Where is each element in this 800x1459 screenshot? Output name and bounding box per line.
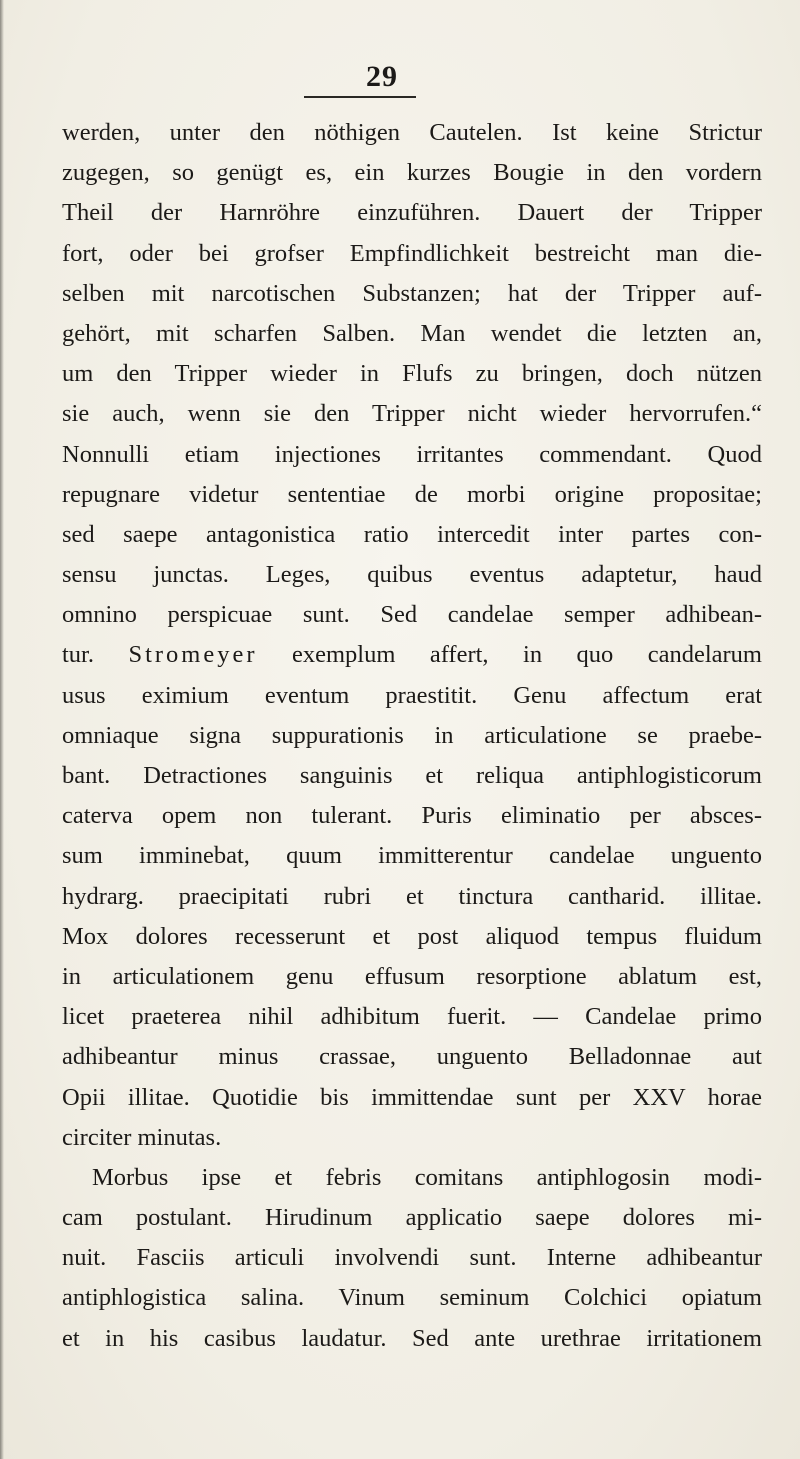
text-line: omnino perspicuae sunt. Sed candelae semper adhibean- [62, 601, 762, 629]
page-number: 29 [366, 60, 398, 93]
text-line: sie auch, wenn sie den Tripper nicht wieder hervorrufen.“ [62, 400, 762, 428]
text-line: Opii illitae. Quotidie bis immittendae sunt per XXV horae [62, 1083, 762, 1111]
text-line: nuit. Fasciis articuli involvendi sunt. Interne adhibeantur [62, 1244, 762, 1272]
text-line: hydrarg. praecipitati rubri et tinctura cantharid. illitae. [62, 882, 762, 910]
text-line: et in his casibus laudatur. Sed ante urethrae irritationem [62, 1324, 762, 1352]
paragraph-start-line: Morbus ipse et febris comitans antiphlogosin modi- [92, 1163, 762, 1191]
text-line: Nonnulli etiam injectiones irritantes commendant. Quod [62, 440, 762, 468]
author-name-spaced: Stromeyer [128, 641, 258, 669]
text-line: zugegen, so genügt es, ein kurzes Bougie in den vordern [62, 159, 762, 187]
text-line: Theil der Harnröhre einzuführen. Dauert der Tripper [62, 199, 762, 227]
text-line: antiphlogistica salina. Vinum seminum Colchici opiatum [62, 1284, 762, 1312]
body-text [62, 113, 762, 1359]
text-line: um den Tripper wieder in Flufs zu bringen, doch nützen [62, 360, 762, 388]
text-line: gehört, mit scharfen Salben. Man wendet die letzten an, [62, 319, 762, 347]
text-line: fort, oder bei grofser Empfindlichkeit bestreicht man die- [62, 239, 762, 267]
text-line: sum imminebat, quum immitterentur candelae unguento [62, 842, 762, 870]
text-line: omniaque signa suppurationis in articulatione se praebe- [62, 721, 762, 749]
text-line: repugnare videtur sententiae de morbi origine propositae; [62, 480, 762, 508]
text-line: werden, unter den nöthigen Cautelen. Ist keine Strictur [62, 119, 762, 146]
text-line: adhibeantur minus crassae, unguento Belladonnae aut [62, 1043, 762, 1071]
text-line: sed saepe antagonistica ratio intercedit inter partes con- [62, 520, 762, 548]
text-line: usus eximium eventum praestitit. Genu affectum erat [62, 681, 762, 709]
text-line [62, 635, 762, 675]
text-line: bant. Detractiones sanguinis et reliqua antiphlogisticorum [62, 762, 762, 789]
text-line: cam postulant. Hirudinum applicatio saepe dolores mi- [62, 1204, 762, 1232]
text-line: licet praeterea nihil adhibitum fuerit. — Candelae primo [62, 1003, 762, 1031]
text-fragment: exemplum affert, in quo candelarum [291, 641, 762, 669]
header-rule [304, 96, 416, 98]
text-line: in articulationem genu effusum resorptione ablatum est, [62, 962, 762, 990]
text-line: Mox dolores recesserunt et post aliquod tempus fluidum [62, 922, 762, 950]
text-line: selben mit narcotischen Substanzen; hat der Tripper auf- [62, 279, 762, 307]
text-fragment: tur. [62, 641, 94, 669]
text-line: caterva opem non tulerant. Puris eliminatio per absces- [62, 802, 762, 830]
page-gutter-shadow [0, 0, 4, 1459]
text-line: circiter minutas. [62, 1123, 222, 1151]
text-line: sensu junctas. Leges, quibus eventus adaptetur, haud [62, 561, 762, 589]
